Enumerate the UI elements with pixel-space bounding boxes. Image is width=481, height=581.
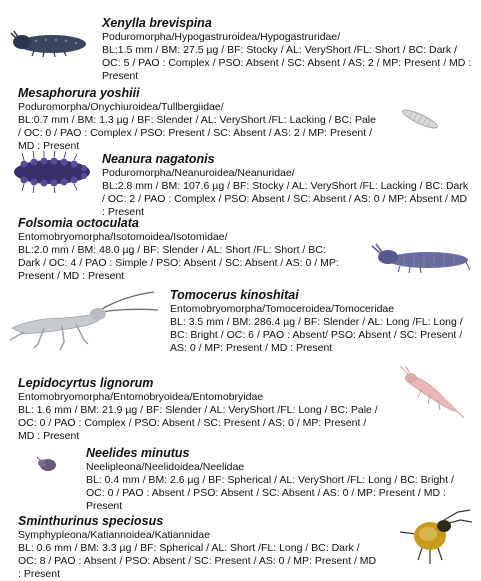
species-name: Mesaphorura yoshiii: [18, 86, 140, 100]
sminthurinus-speciosus-image: [398, 506, 474, 566]
species-taxonomy: Entomobryomorpha/Isotomoidea/Isotomidae/: [18, 231, 228, 243]
species-name: Lepidocyrtus lignorum: [18, 376, 154, 390]
species-name: Folsomia octoculata: [18, 216, 139, 230]
species-traits: BL: 1.6 mm / BM: 21.9 µg / BF: Slender / AL: VeryShort /FL: Long / BC: Pale / OC: 0 / PAO : Complex / PSO: Absent / SC: Present / AS: 0 / MP: Present / MD : Present: [18, 404, 378, 442]
species-name: Neelides minutus: [86, 446, 190, 460]
species-name: Neanura nagatonis: [102, 152, 215, 166]
species-name: Xenylla brevispina: [102, 16, 212, 30]
species-taxonomy: Poduromorpha/Neanuroidea/Neanuridae/: [102, 167, 295, 179]
species-taxonomy: Entomobryomorpha/Tomoceroidea/Tomoceridae: [170, 303, 395, 315]
species-traits: BL: 0.6 mm / BM: 3.3 µg / BF: Spherical / AL: Short /FL: Long / BC: Dark / OC: 8 / PAO : Absent / PSO: Absent / SC: Present / AS: 0 / MP: Present / MD : Present: [18, 542, 377, 580]
species-name: Tomocerus kinoshitai: [170, 288, 299, 302]
species-name: Sminthurinus speciosus: [18, 514, 164, 528]
species-traits: BL: 3.5 mm / BM: 286.4 µg / BF: Slender / AL: Long /FL: Long / BC: Bright / OC: 6 / PAO : Absent/ PSO: Absent / SC: Present / AS: 0 / MP: Present / MD : Present: [170, 316, 463, 354]
species-traits: BL:2.0 mm / BM: 48.0 µg / BF: Slender / AL: Short /FL: Short / BC: Dark / OC: 4 / PAO : Simple / PSO: Absent / SC: Absent / AS: 0 / MP: Present / MD : Present: [18, 244, 339, 282]
lepidocyrtus-lignorum-image: [398, 366, 468, 420]
species-taxonomy: Entomobryomorpha/Entomobryoidea/Entomobryidae: [18, 391, 264, 403]
species-taxonomy: Neelipleona/Neelidoidea/Neelidae: [86, 461, 245, 473]
species-traits: BL: 0.4 mm / BM: 2.6 µg / BF: Spherical / AL: VeryShort /FL: Long / BC: Bright / OC: 0 / PAO : Absent / PSO: Absent / SC: Absent / AS: 0 / MP: Present / MD : Present: [86, 474, 454, 512]
species-traits: BL:1.5 mm / BM: 27.5 µg / BF: Stocky / AL: VeryShort /FL: Short / BC: Dark / OC: 5 / PAO : Complex / PSO: Absent / SC: Absent / AS: 2 / MP: Present / MD : Present: [102, 44, 472, 82]
species-traits: BL:2.8 mm / BM: 107.6 µg / BF: Stocky / AL: VeryShort /FL: Lacking / BC: Dark / OC: 2 / PAO : Complex / PSO: Absent / SC: Absent / AS: 0 / MP: Absent / MD : Present: [102, 180, 469, 218]
species-traits: BL:0.7 mm / BM: 1.3 µg / BF: Slender / AL: VeryShort /FL: Lacking / BC: Pale / OC: 0 / PAO : Complex / PSO: Present / SC: Absent / AS: 2 / MP: Present / MD : Present: [18, 114, 376, 152]
species-taxonomy: Poduromorpha/Onychiuroidea/Tullbergiidae/: [18, 101, 224, 113]
xenylla-brevispina-image: [10, 28, 90, 58]
mesaphorura-yoshiii-image: [398, 106, 442, 132]
species-taxonomy: Poduromorpha/Hypogastruroidea/Hypogastruridae/: [102, 31, 341, 43]
folsomia-octoculata-image: [370, 240, 474, 280]
neanura-nagatonis-image: [6, 150, 96, 194]
tomocerus-kinoshitai-image: [4, 288, 162, 360]
species-taxonomy: Symphypleona/Katiannoidea/Katiannidae: [18, 529, 211, 541]
neelides-minutus-image: [36, 456, 58, 474]
